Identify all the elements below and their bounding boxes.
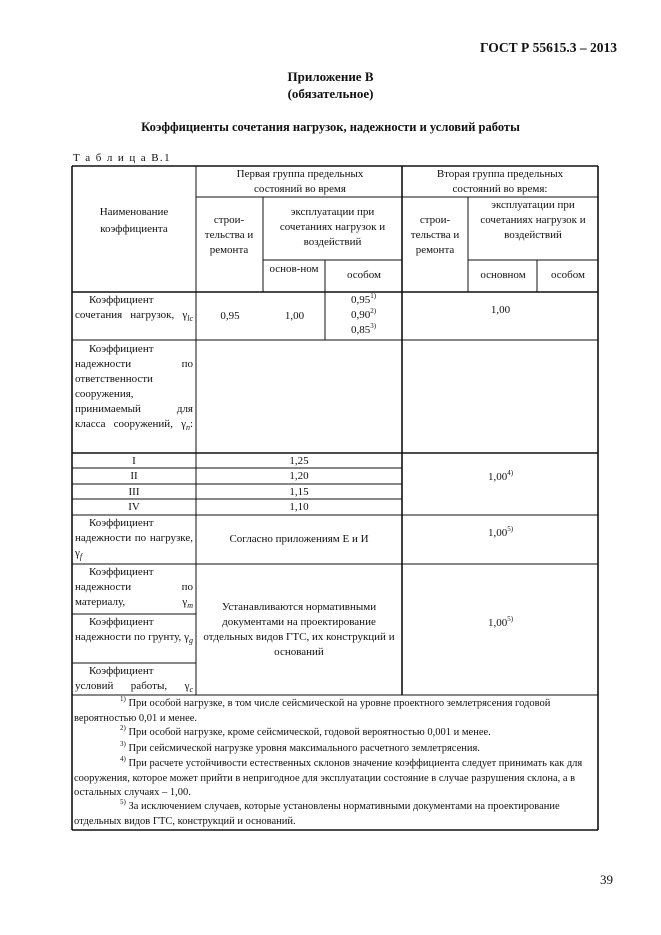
footnote: $^{5)}$ За исключением случаев, которые установлены нормативными документами на проектирование отдельных видов ГТС, конструкций и оснований. [74,798,560,827]
row-merged-group2: 1,00$^{5)}$ [487,615,514,629]
class-label: II [130,470,138,482]
footnote: $^{3)}$ При сейсмической нагрузке уровня максимального расчетного землетрясения. [120,740,480,754]
header-basic-g2: основном [480,269,526,281]
row-combo-name: Коэффициент сочетания нагрузок, $\gamma_{lc}$ [75,294,193,324]
class-value: 1,15 [289,486,309,498]
footnote: $^{2)}$ При особой нагрузке, кроме сейсмической, годовой вероятностью 0,001 и менее. [120,724,491,738]
section-title: Коэффициенты сочетания нагрузок, надежности и условий работы [141,120,520,134]
page-number: 39 [600,872,613,887]
header-construction-g2: строи-тельства и ремонта [410,214,460,256]
row-combo-special: 0,95$^{1)}$ 0,90$^{2)}$ 0,85$^{3)}$ [350,292,377,336]
class-value: 1,20 [289,470,309,482]
row-load-group1: Согласно приложениям Е и И [229,533,369,545]
header-construction-g1: строи-тельства и ремонта [204,214,254,256]
header-group2: Вторая группа предельных состояний во время: [436,168,564,195]
class-label: I [132,455,136,467]
row-load-name: Коэффициент надежности по нагрузке, $\gamma_f$ [75,517,193,562]
row-responsibility-group2: 1,00$^{4)}$ [487,469,514,483]
row-combo-construction: 0,95 [220,310,240,322]
row-combo-basic: 1,00 [284,310,305,322]
header-basic-g1: основ-ном [269,263,319,275]
row-soil-name: Коэффициент надежности по грунту, $\gamma_g$ [75,616,193,646]
header-special-g1: особом [346,269,381,281]
class-value: 1,25 [289,455,309,467]
appendix-title: Приложение В [287,69,374,84]
header-special-g2: особом [550,269,585,281]
class-label: III [128,486,140,498]
row-responsibility-name: Коэффициент надежности по ответственности сооружения, принимаемый для класса сооружений, $\gamma_n$: [75,343,193,433]
table-label: Т а б л и ц а В.1 [73,152,171,164]
class-value: 1,10 [289,501,309,513]
symbol: γ [182,309,188,321]
footnote: $^{4)}$ При расчете устойчивости естественных склонов значение коэффициента следует принимать как для сооружения, которое может прийти в непригодное для эксплуатации состояние в случае разрушения склона, а в остальных случаях – 1,00. [74,755,583,798]
header-operation-g2: эксплуатации при сочетаниях нагрузок и воздействий [480,199,586,241]
class-label: IV [128,501,140,513]
row-work-name: Коэффициент условий работы, $\gamma_c$ [75,665,193,695]
row-merged-group1: Устанавливаются нормативными документами на проектирование отдельных видов ГТС, их конструкций и оснований [203,601,395,658]
header-name: Наименование коэффициента [99,206,169,235]
row-material-name: Коэффициент надежности по материалу, $\gamma_m$ [75,566,193,611]
header-operation-g1: эксплуатации при сочетаниях нагрузок и воздействий [279,206,386,248]
document-header: ГОСТ Р 55615.3 – 2013 [479,40,617,55]
footnote: $^{1)}$ При особой нагрузке, в том числе сейсмической на уровне проектного землетрясения годовой вероятностью 0,01 и менее. [74,695,551,724]
row-load-group2: 1,00$^{5)}$ [487,525,514,539]
appendix-status: (обязательное) [287,86,374,101]
header-group1: Первая группа предельных состояний во время [236,168,364,195]
row-combo-group2: 1,00 [490,304,511,316]
